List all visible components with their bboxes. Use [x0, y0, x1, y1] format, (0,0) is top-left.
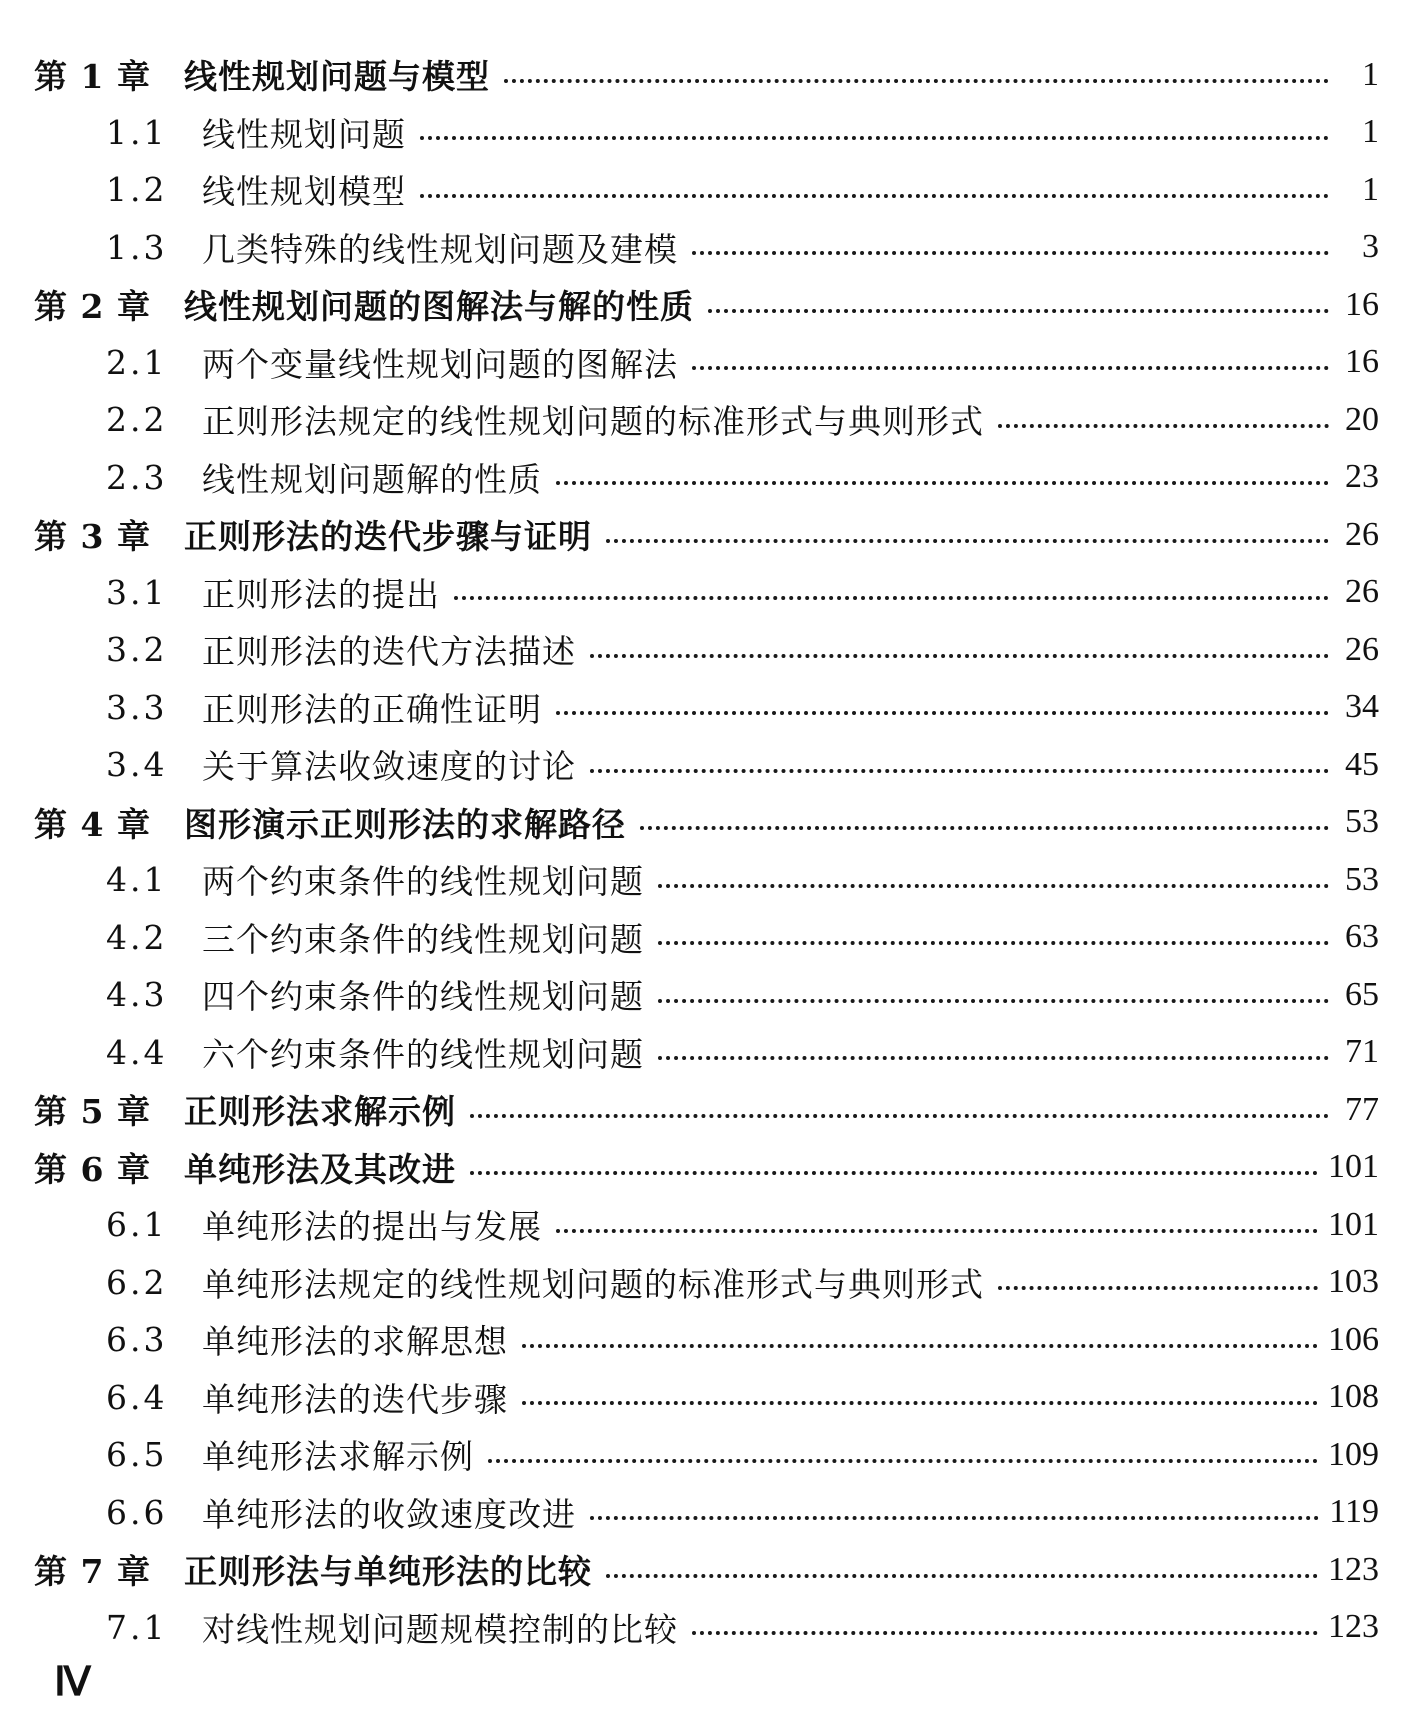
toc-entry-number: 第 4 章 [34, 804, 151, 844]
toc-entry-number: 第 1 章 [34, 57, 151, 97]
dot-leader [590, 654, 1329, 658]
toc-chapter-entry[interactable] [34, 1139, 1379, 1197]
dot-leader [692, 1631, 1318, 1635]
toc-entry-number: 6.5 [106, 1435, 168, 1475]
toc-entry-title: 线性规划模型 [202, 172, 406, 212]
toc-entry-title: 正则形法求解示例 [184, 1092, 456, 1132]
toc-entry-page-number: 63 [1345, 918, 1379, 956]
toc-entry-page-number: 1 [1362, 170, 1379, 208]
dot-leader [488, 1459, 1318, 1463]
dot-leader [470, 1114, 1329, 1118]
toc-chapter-entry[interactable] [34, 506, 1379, 564]
toc-entry-title: 线性规划问题的图解法与解的性质 [184, 287, 694, 327]
toc-entry-number: 第 5 章 [34, 1092, 151, 1132]
toc-entry-title: 几类特殊的线性规划问题及建模 [202, 229, 678, 269]
dot-leader [640, 826, 1329, 830]
toc-entry-title: 单纯形法的提出与发展 [202, 1207, 542, 1247]
toc-entry-page-number: 101 [1328, 1205, 1379, 1243]
dot-leader [708, 309, 1329, 313]
toc-entry-number: 7.1 [106, 1607, 168, 1647]
toc-entry-page-number: 103 [1328, 1263, 1379, 1301]
toc-entry-number: 3.2 [106, 630, 168, 670]
dot-leader [658, 884, 1329, 888]
toc-entry-number: 4.3 [106, 975, 168, 1015]
dot-leader [658, 999, 1329, 1003]
toc-entry-title: 三个约束条件的线性规划问题 [202, 919, 644, 959]
toc-entry-number: 6.6 [106, 1492, 168, 1532]
toc-entry-title: 单纯形法的迭代步骤 [202, 1379, 508, 1419]
toc-section-entry[interactable] [34, 1369, 1379, 1427]
toc-section-entry[interactable] [34, 1024, 1379, 1082]
toc-entry-number: 4.4 [106, 1032, 168, 1072]
toc-entry-number: 第 3 章 [34, 517, 151, 557]
toc-entry-page-number: 3 [1362, 228, 1379, 266]
dot-leader [590, 769, 1329, 773]
table-of-contents [34, 46, 1379, 1656]
dot-leader [504, 79, 1329, 83]
toc-entry-number: 6.4 [106, 1377, 168, 1417]
toc-entry-number: 2.1 [106, 342, 168, 382]
toc-entry-page-number: 101 [1328, 1148, 1379, 1186]
toc-entry-number: 6.2 [106, 1262, 168, 1302]
toc-section-entry[interactable] [34, 966, 1379, 1024]
toc-section-entry[interactable] [34, 1311, 1379, 1369]
toc-section-entry[interactable] [34, 1426, 1379, 1484]
toc-entry-number: 3.1 [106, 572, 168, 612]
toc-entry-title: 关于算法收敛速度的讨论 [202, 747, 576, 787]
toc-chapter-entry[interactable] [34, 1541, 1379, 1599]
toc-section-entry[interactable] [34, 334, 1379, 392]
toc-entry-number: 1.3 [106, 227, 168, 267]
toc-entry-title: 正则形法规定的线性规划问题的标准形式与典则形式 [202, 402, 984, 442]
toc-chapter-entry[interactable] [34, 794, 1379, 852]
dot-leader [522, 1401, 1318, 1405]
toc-entry-title: 线性规划问题 [202, 114, 406, 154]
toc-entry-number: 2.3 [106, 457, 168, 497]
toc-entry-page-number: 53 [1345, 803, 1379, 841]
toc-entry-title: 单纯形法求解示例 [202, 1437, 474, 1477]
toc-entry-title: 图形演示正则形法的求解路径 [184, 804, 626, 844]
toc-entry-page-number: 108 [1328, 1378, 1379, 1416]
toc-entry-title: 两个约束条件的线性规划问题 [202, 862, 644, 902]
toc-entry-page-number: 71 [1345, 1033, 1379, 1071]
toc-entry-title: 正则形法的迭代方法描述 [202, 632, 576, 672]
toc-section-entry[interactable] [34, 449, 1379, 507]
toc-entry-number: 第 2 章 [34, 287, 151, 327]
toc-section-entry[interactable] [34, 1484, 1379, 1542]
toc-section-entry[interactable] [34, 909, 1379, 967]
toc-entry-page-number: 65 [1345, 975, 1379, 1013]
toc-entry-number: 1.2 [106, 170, 168, 210]
toc-entry-number: 3.4 [106, 745, 168, 785]
toc-entry-page-number: 77 [1345, 1090, 1379, 1128]
dot-leader [590, 1516, 1319, 1520]
toc-entry-title: 单纯形法的求解思想 [202, 1322, 508, 1362]
toc-entry-page-number: 1 [1362, 55, 1379, 93]
dot-leader [998, 424, 1329, 428]
toc-entry-title: 六个约束条件的线性规划问题 [202, 1034, 644, 1074]
toc-section-entry[interactable] [34, 621, 1379, 679]
dot-leader [658, 1056, 1329, 1060]
dot-leader [692, 251, 1329, 255]
toc-entry-page-number: 109 [1328, 1435, 1379, 1473]
toc-entry-page-number: 26 [1345, 515, 1379, 553]
toc-entry-page-number: 123 [1328, 1550, 1379, 1588]
toc-entry-title: 正则形法的正确性证明 [202, 689, 542, 729]
toc-entry-title: 两个变量线性规划问题的图解法 [202, 344, 678, 384]
toc-entry-page-number: 106 [1328, 1320, 1379, 1358]
dot-leader [606, 1574, 1318, 1578]
dot-leader [658, 941, 1329, 945]
dot-leader [522, 1344, 1318, 1348]
toc-entry-title: 单纯形法及其改进 [184, 1149, 456, 1189]
dot-leader [420, 136, 1329, 140]
dot-leader [998, 1286, 1318, 1290]
toc-entry-number: 1.1 [106, 112, 168, 152]
toc-entry-number: 4.2 [106, 917, 168, 957]
toc-entry-number: 2.2 [106, 400, 168, 440]
toc-entry-page-number: 16 [1345, 343, 1379, 381]
toc-entry-number: 6.3 [106, 1320, 168, 1360]
toc-entry-page-number: 123 [1328, 1608, 1379, 1646]
toc-entry-title: 正则形法与单纯形法的比较 [184, 1552, 592, 1592]
toc-section-entry[interactable] [34, 104, 1379, 162]
toc-section-entry[interactable] [34, 391, 1379, 449]
dot-leader [470, 1171, 1318, 1175]
toc-section-entry[interactable] [34, 1599, 1379, 1657]
dot-leader [556, 1229, 1318, 1233]
toc-entry-title: 单纯形法规定的线性规划问题的标准形式与典则形式 [202, 1264, 984, 1304]
toc-entry-number: 第 6 章 [34, 1149, 151, 1189]
toc-entry-title: 四个约束条件的线性规划问题 [202, 977, 644, 1017]
toc-entry-number: 6.1 [106, 1205, 168, 1245]
toc-entry-number: 3.3 [106, 687, 168, 727]
toc-entry-page-number: 45 [1345, 745, 1379, 783]
toc-entry-title: 单纯形法的收敛速度改进 [202, 1494, 576, 1534]
toc-chapter-entry[interactable] [34, 1081, 1379, 1139]
toc-chapter-entry[interactable] [34, 276, 1379, 334]
toc-entry-page-number: 26 [1345, 573, 1379, 611]
toc-entry-title: 正则形法的迭代步骤与证明 [184, 517, 592, 557]
toc-section-entry[interactable] [34, 1254, 1379, 1312]
toc-entry-title: 对线性规划问题规模控制的比较 [202, 1609, 678, 1649]
toc-entry-page-number: 53 [1345, 860, 1379, 898]
toc-section-entry[interactable] [34, 564, 1379, 622]
toc-entry-title: 线性规划问题与模型 [184, 57, 490, 97]
toc-entry-page-number: 16 [1345, 285, 1379, 323]
dot-leader [606, 539, 1329, 543]
toc-entry-page-number: 119 [1329, 1493, 1379, 1531]
toc-entry-number: 第 7 章 [34, 1552, 151, 1592]
toc-section-entry[interactable] [34, 736, 1379, 794]
toc-entry-title: 正则形法的提出 [202, 574, 440, 614]
toc-entry-page-number: 20 [1345, 400, 1379, 438]
toc-section-entry[interactable] [34, 161, 1379, 219]
toc-section-entry[interactable] [34, 679, 1379, 737]
dot-leader [454, 596, 1329, 600]
dot-leader [556, 711, 1329, 715]
toc-entry-page-number: 1 [1362, 113, 1379, 151]
dot-leader [692, 366, 1329, 370]
dot-leader [556, 481, 1329, 485]
toc-entry-title: 线性规划问题解的性质 [202, 459, 542, 499]
toc-section-entry[interactable] [34, 851, 1379, 909]
page-folio: Ⅳ [54, 1659, 91, 1704]
dot-leader [420, 194, 1329, 198]
toc-section-entry[interactable] [34, 219, 1379, 277]
toc-entry-page-number: 26 [1345, 630, 1379, 668]
toc-section-entry[interactable] [34, 1196, 1379, 1254]
toc-chapter-entry[interactable] [34, 46, 1379, 104]
toc-entry-page-number: 23 [1345, 458, 1379, 496]
toc-entry-number: 4.1 [106, 860, 168, 900]
toc-entry-page-number: 34 [1345, 688, 1379, 726]
